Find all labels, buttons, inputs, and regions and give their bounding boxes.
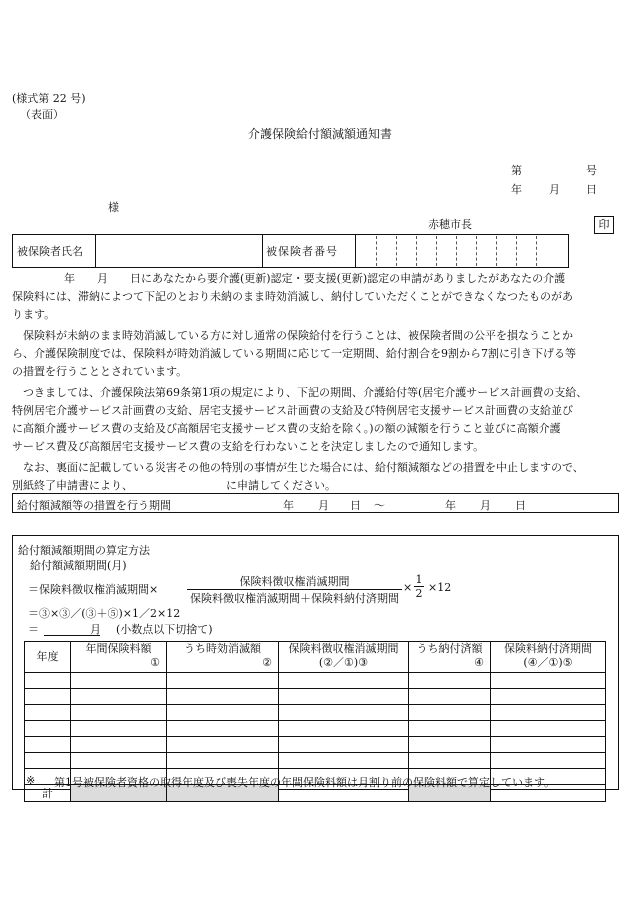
body-p4-line2b: に申請してください。 [226, 479, 336, 492]
cell[interactable] [167, 705, 279, 721]
cell[interactable] [25, 689, 71, 705]
table-row [25, 705, 606, 721]
footnote-mark: ※ [26, 774, 36, 787]
cell[interactable] [25, 753, 71, 769]
cell[interactable] [279, 673, 409, 689]
col-header-expired: うち時効消滅額 ② [167, 642, 279, 673]
form-number: (様式第 22 号) [12, 92, 86, 105]
doc-number-dai: 第 [511, 164, 522, 177]
calc-eq1-half [414, 573, 424, 600]
side-label: （表面） [20, 108, 64, 121]
body-p1-line1: 年 月 日にあなたから要介護(更新)認定・要支援(更新)認定の申請がありましたがあなたの介護 [64, 272, 566, 285]
digit-separator [516, 236, 517, 266]
period-from-month: 月 [318, 499, 329, 512]
cell[interactable] [491, 753, 606, 769]
body-p1-line3: ります。 [12, 308, 56, 321]
cell[interactable] [167, 673, 279, 689]
date-month: 月 [549, 183, 560, 196]
calc-title: 給付額減額期間の算定方法 [18, 544, 150, 557]
doc-number-go: 号 [586, 164, 597, 177]
body-p3-line4: サービス費及び高額居宅支援サービス費の支給を行わないことを決定しましたので通知します。 [12, 440, 485, 453]
cell[interactable] [71, 753, 167, 769]
calc-eq3-note: (小数点以下切捨て) [116, 623, 213, 636]
calc-eq3-unit: 月 [90, 623, 101, 636]
table-row [25, 689, 606, 705]
cell[interactable] [409, 721, 491, 737]
insured-number-label: 被保険者番号 [266, 245, 338, 258]
issuer: 赤穂市長 [428, 218, 472, 231]
calc-eq1-fraction [187, 573, 402, 606]
calc-eq1-numerator: 保険料徴収権消滅期間 [239, 575, 350, 588]
body-p1-line2: 保険料には、滞納によつて下記のとおり未納のまま時効消滅し、納付していただくことができなくなつたものがあ [12, 290, 573, 303]
digit-separator [396, 236, 397, 266]
cell[interactable] [279, 737, 409, 753]
calc-eq3-prefix: ＝ [28, 623, 39, 636]
cell[interactable] [167, 753, 279, 769]
col-header-paid: うち納付済額 ④ [409, 642, 491, 673]
footnote: 第1号被保険者資格の取得年度及び喪失年度の年間保険料額は月割り前の保険料額で算定しています。 [54, 776, 556, 789]
table-row [25, 673, 606, 689]
date-year: 年 [511, 183, 522, 196]
cell[interactable] [25, 673, 71, 689]
calc-eq1-mult: × [403, 581, 413, 594]
cell[interactable] [167, 721, 279, 737]
cell[interactable] [409, 689, 491, 705]
period-from-year: 年 [283, 499, 294, 512]
table-header-row [25, 642, 606, 673]
digit-separator [496, 236, 497, 266]
digit-separator [376, 236, 377, 266]
cell[interactable] [409, 737, 491, 753]
addressee-suffix: 様 [108, 201, 119, 214]
digit-separator [416, 236, 417, 266]
calc-eq1-half-denominator: 2 [415, 587, 423, 600]
digit-separator [536, 236, 537, 266]
date-day: 日 [586, 183, 597, 196]
cell[interactable] [167, 689, 279, 705]
cell[interactable] [491, 705, 606, 721]
body-p2-line1: 保険料が未納のまま時効消滅している方に対し通常の保険給付を行うことは、被保険者間の公平を損なうことか [23, 329, 573, 342]
cell[interactable] [279, 689, 409, 705]
col-header-year: 年度 [25, 642, 71, 673]
period-to-year: 年 [445, 499, 456, 512]
page-title: 介護保険給付額減額通知書 [248, 127, 393, 141]
cell[interactable] [25, 705, 71, 721]
cell[interactable] [279, 705, 409, 721]
body-p2-line3: の措置を行うこととされています。 [12, 365, 188, 378]
divider [95, 234, 96, 268]
cell[interactable] [279, 753, 409, 769]
total-label: 計 [25, 785, 71, 802]
body-p4-line1: なお、裏面に記載している災害その他の特別の事情が生じた場合には、給付額減額などの措置を中止しますので、 [23, 461, 584, 474]
cell[interactable] [409, 673, 491, 689]
cell[interactable] [71, 673, 167, 689]
cell[interactable] [409, 753, 491, 769]
cell[interactable] [71, 689, 167, 705]
col-header-paid-period: 保険料納付済期間 (④／①)⑤ [491, 642, 606, 673]
calc-eq1-suffix: ×12 [428, 581, 452, 594]
calc-subtitle: 給付額減額期間(月) [30, 559, 127, 572]
digit-separator [456, 236, 457, 266]
cell[interactable] [71, 737, 167, 753]
cell[interactable] [409, 705, 491, 721]
divider [262, 234, 263, 268]
calc-eq1-prefix: ＝保険料徴収権消滅期間× [28, 583, 159, 596]
insured-name-label: 被保険者氏名 [17, 245, 83, 258]
cell[interactable] [491, 673, 606, 689]
cell[interactable] [491, 689, 606, 705]
period-tilde: ～ [374, 499, 385, 512]
calc-eq2: ＝③×③／(③＋⑤)×1／2×12 [28, 607, 181, 620]
cell[interactable] [491, 721, 606, 737]
period-label: 給付額減額等の措置を行う期間 [17, 499, 171, 512]
period-to-month: 月 [480, 499, 491, 512]
cell[interactable] [71, 721, 167, 737]
body-p2-line2: ら、介護保険制度では、保険料が時効消滅している期間に応じて一定期間、給付割合を9割から7割に引き下げる等 [12, 347, 576, 360]
col-header-annual: 年間保険料額 ① [71, 642, 167, 673]
table-row [25, 737, 606, 753]
table-row [25, 721, 606, 737]
period-from-day: 日 [350, 499, 361, 512]
cell[interactable] [71, 705, 167, 721]
cell[interactable] [167, 737, 279, 753]
insured-name-field[interactable] [100, 243, 255, 261]
body-p3-line3: に高額介護サービス費の支給及び高額居宅支援サービス費の支給を除く。)の額の減額を行うこと並びに高額介護 [12, 422, 561, 435]
body-p3-line1: つきましては、介護保険法第69条第1項の規定により、下記の期間、介護給付等(居宅介護サービス計画費の支給、 [23, 386, 588, 399]
col-header-expired-period: 保険料徴収権消滅期間 (②／①)③ [279, 642, 409, 673]
calc-eq1-half-numerator: 1 [415, 573, 423, 586]
seal-box: 印 [594, 216, 614, 234]
body-p3-line2: 特例居宅介護サービス計画費の支給、居宅支援サービス計画費の支給及び特例居宅支援サービス計画費の支給並び [12, 404, 573, 417]
cell[interactable] [25, 737, 71, 753]
table-row [25, 753, 606, 769]
cell[interactable] [25, 721, 71, 737]
period-to-day: 日 [515, 499, 526, 512]
calc-eq1-denominator: 保険料徴収権消滅期間＋保険料納付済期間 [187, 589, 402, 606]
body-p4-line2a: 別紙終了申請書により、 [12, 479, 133, 492]
cell[interactable] [491, 737, 606, 753]
digit-separator [436, 236, 437, 266]
digit-separator [476, 236, 477, 266]
cell[interactable] [279, 721, 409, 737]
